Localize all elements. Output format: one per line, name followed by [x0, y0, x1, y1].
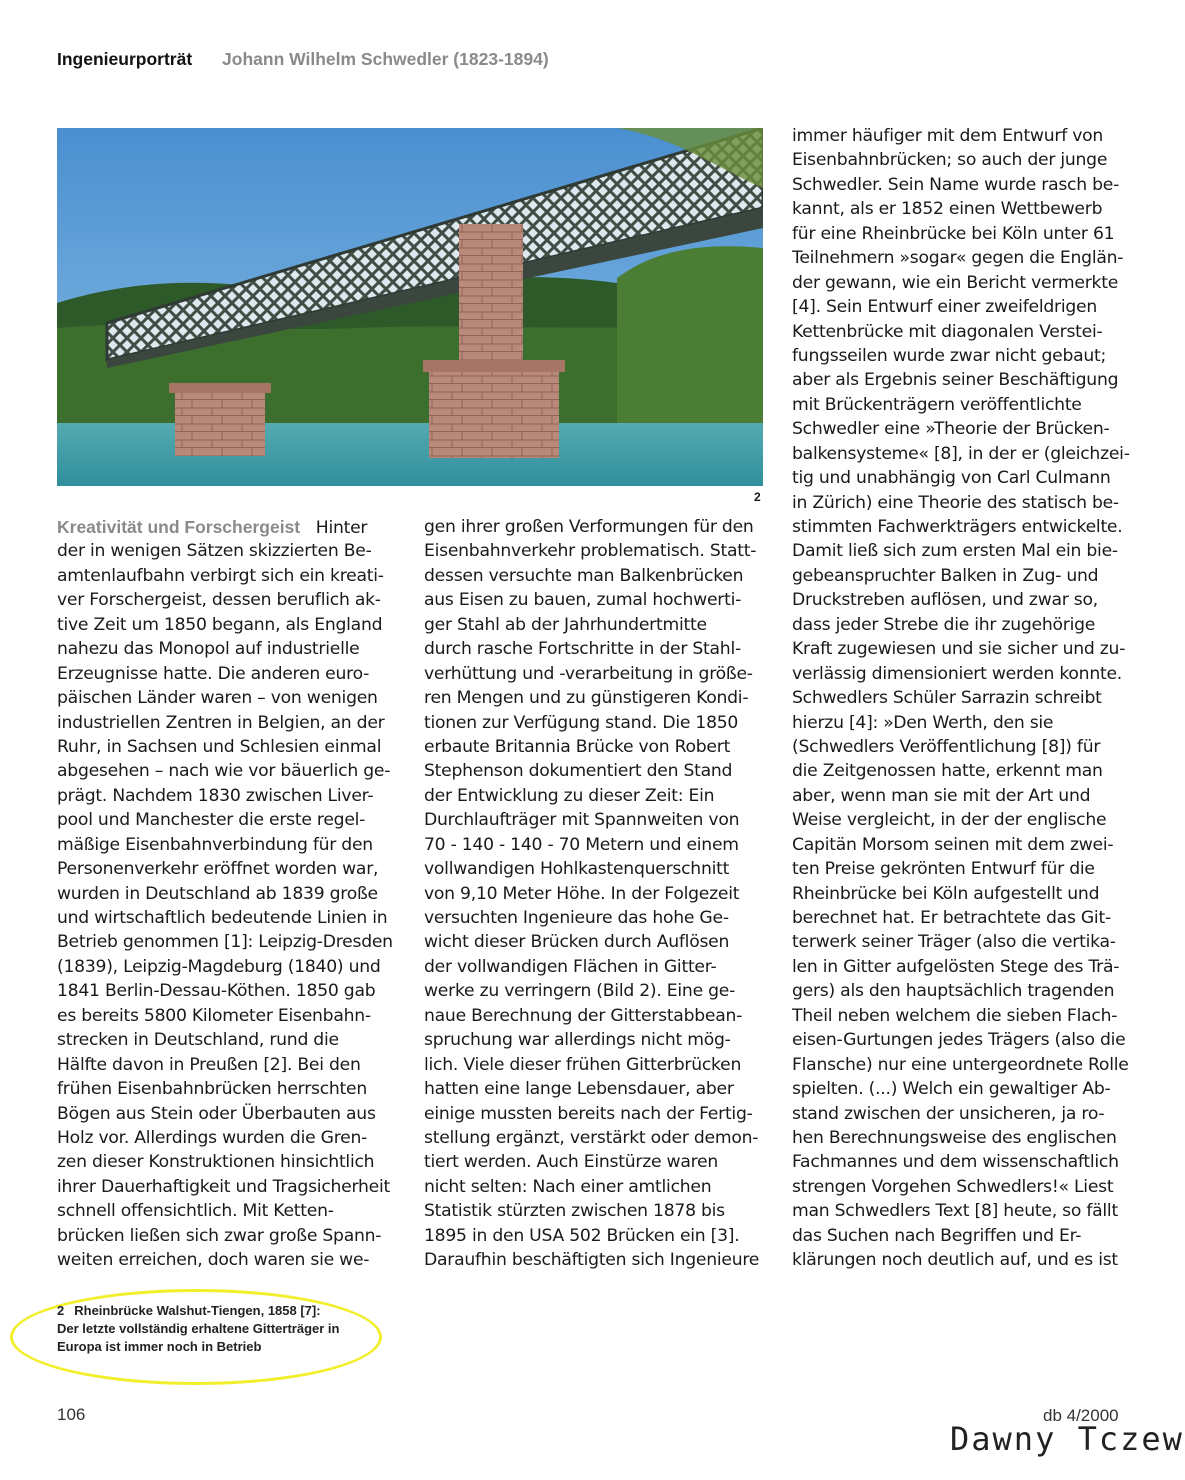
text-line: ren Mengen und zu günstigeren Kondi-	[424, 688, 749, 709]
section-heading: Kreativität und Forschergeist	[57, 517, 301, 537]
text-line: Weise vergleicht, in der der englische	[792, 810, 1107, 831]
text-line: immer häufiger mit dem Entwurf von	[792, 126, 1104, 146]
text-line: schnell offensichtlich. Mit Ketten-	[57, 1201, 334, 1222]
caption-line	[57, 1302, 339, 1320]
text-line: gebeanspruchter Balken in Zug- und	[792, 565, 1099, 586]
text-line: Eisenbahnbrücken; so auch der junge	[792, 150, 1108, 171]
text-line: klärungen noch deutlich auf, und es ist	[792, 1250, 1118, 1271]
text-line: ihrer Dauerhaftigkeit und Tragsicherheit	[57, 1176, 390, 1197]
text-line: durch rasche Fortschritte in der Stahl-	[424, 639, 741, 660]
text-line: amtenlaufbahn verbirgt sich ein kreati-	[57, 565, 384, 586]
text-line: ver Forschergeist, dessen beruflich ak-	[57, 590, 381, 611]
text-line: Kraft zugewiesen und sie sicher und zu-	[792, 639, 1126, 660]
text-line: man Schwedlers Text [8] heute, so fällt	[792, 1201, 1118, 1222]
text-line: brücken ließen sich zwar große Spann-	[57, 1225, 382, 1246]
text-line: Capitän Morsom seinen mit dem zwei-	[792, 834, 1114, 855]
text-line: nicht selten: Nach einer amtlichen	[424, 1176, 712, 1197]
text-line: eisen-Gurtungen jedes Trägers (also die	[792, 1030, 1126, 1051]
running-header	[57, 49, 549, 70]
text-line: wicht dieser Brücken durch Auflösen	[424, 932, 730, 953]
text-line: naue Berechnung der Gitterstabbean-	[424, 1005, 743, 1026]
text-line: weiten erreichen, doch waren sie we-	[57, 1250, 370, 1271]
caption-line: Der letzte vollständig erhaltene Gitterträger in	[57, 1321, 340, 1336]
text-line: gen ihrer großen Verformungen für den	[424, 517, 754, 537]
text-line: werke zu verringern (Bild 2). Eine ge-	[424, 981, 736, 1002]
text-line: lich. Viele dieser frühen Gitterbrücken	[424, 1054, 742, 1075]
text-line: len in Gitter aufgelösten Stege des Trä-	[792, 956, 1120, 977]
text-line: verhüttung und -verarbeitung in größe-	[424, 663, 753, 684]
text-line: verlässig dimensioniert werden konnte.	[792, 663, 1122, 684]
text-line: berechnet hat. Er betrachtete das Git-	[792, 908, 1111, 928]
text-line: Betrieb genommen [1]: Leipzig-Dresden	[57, 932, 393, 953]
text-line: Hälfte davon in Preußen [2]. Bei den	[57, 1054, 361, 1075]
text-line: Schwedler. Sein Name wurde rasch be-	[792, 174, 1120, 195]
text-line: (1839), Leipzig-Magdeburg (1840) und	[57, 956, 381, 977]
text-line: gers) als den hauptsächlich tragenden	[792, 981, 1115, 1002]
text-line: Erzeugnisse hatte. Die anderen euro-	[57, 663, 370, 684]
text-line: [4]. Sein Entwurf einer zweifeldrigen	[792, 297, 1097, 318]
text-line: Daraufhin beschäftigten sich Ingenieure	[424, 1250, 760, 1271]
watermark: Dawny Tczew	[950, 1420, 1184, 1458]
text-line: frühen Eisenbahnbrücken herrschten	[57, 1079, 368, 1100]
column-1-first-line	[57, 515, 393, 539]
page-number: 106	[57, 1405, 86, 1424]
text-line: päischen Länder waren – von wenigen	[57, 688, 378, 709]
text-line: wurden in Deutschland ab 1839 große	[57, 883, 378, 904]
figure-number: 2	[754, 490, 761, 504]
text-line: dessen versuchte man Balkenbrücken	[424, 565, 744, 586]
text-line: kannt, als er 1852 einen Wettbewerb	[792, 199, 1103, 220]
figure-caption	[57, 1302, 339, 1356]
text-line: tive Zeit um 1850 begann, als England	[57, 614, 383, 635]
text-line: 1895 in den USA 502 Brücken ein [3].	[424, 1225, 740, 1246]
text-line: Stephenson dokumentiert den Stand	[424, 761, 733, 782]
text-line: aber, wenn man sie mit der Art und	[792, 785, 1091, 806]
caption-text: Rheinbrücke Walshut-Tiengen, 1858 [7]:	[74, 1303, 321, 1318]
text-line: und wirtschaftlich bedeutende Linien in	[57, 908, 388, 928]
text-line: der in wenigen Sätzen skizzierten Be-	[57, 541, 372, 562]
text-line: vollwandigen Hohlkastenquerschnitt	[424, 859, 730, 880]
text-line: ger Stahl ab der Jahrhundertmitte	[424, 614, 707, 635]
text-line: (Schwedlers Veröffentlichung [8]) für	[792, 736, 1101, 757]
column-3	[792, 124, 1130, 1273]
text-line: nahezu das Monopol auf industrielle	[57, 639, 360, 660]
text-line: industriellen Zentren in Belgien, an der	[57, 712, 385, 733]
text-line: Teilnehmern »sogar« gegen die Englän-	[792, 248, 1124, 269]
text-line: für eine Rheinbrücke bei Köln unter 61	[792, 223, 1115, 244]
section-label: Ingenieurporträt	[57, 49, 193, 69]
text-line: mäßige Eisenbahnverbindung für den	[57, 834, 373, 855]
text-line: hierzu [4]: »Den Werth, den sie	[792, 712, 1054, 733]
text-line: balkensysteme« [8], in der er (gleichzei-	[792, 443, 1130, 464]
text-line: tionen zur Verfügung stand. Die 1850	[424, 712, 739, 733]
text-line: in Zürich) eine Theorie des statisch be-	[792, 492, 1119, 513]
text-line: tig und unabhängig von Carl Culmann	[792, 468, 1111, 489]
text-line: 1841 Berlin-Dessau-Köthen. 1850 gab	[57, 981, 376, 1002]
text-line: Fachmannes und dem wissenschaftlich	[792, 1152, 1119, 1173]
text-line: ten Preise gekrönten Entwurf für die	[792, 859, 1095, 880]
text-line: Eisenbahnverkehr problematisch. Statt-	[424, 541, 757, 562]
text-line: aber als Ergebnis seiner Beschäftigung	[792, 370, 1119, 391]
text-line: Durchlaufträger mit Spannweiten von	[424, 810, 740, 831]
column-1	[57, 515, 393, 1273]
text-line: prägt. Nachdem 1830 zwischen Liver-	[57, 785, 374, 806]
text-line: spielten. (...) Welch ein gewaltiger Ab-	[792, 1079, 1111, 1100]
text-line: das Suchen nach Begriffen und Er-	[792, 1225, 1082, 1246]
text-line: hen Berechnungsweise des englischen	[792, 1127, 1117, 1148]
text-line: erbaute Britannia Brücke von Robert	[424, 736, 731, 757]
text-line: dass jeder Strebe die ihr zugehörige	[792, 614, 1096, 635]
text-line: Bögen aus Stein oder Überbauten aus	[57, 1103, 376, 1124]
text-line: Schwedler eine »Theorie der Brücken-	[792, 419, 1110, 440]
text-line: pool und Manchester die erste regel-	[57, 810, 366, 831]
caption-number: 2	[57, 1303, 65, 1318]
text-line: hatten eine lange Lebensdauer, aber	[424, 1079, 734, 1100]
text-line: der gewann, wie ein Bericht vermerkte	[792, 272, 1119, 293]
text-line: Druckstreben auflösen, und zwar so,	[792, 590, 1098, 611]
text-line: versuchten Ingenieure das hohe Ge-	[424, 908, 729, 928]
text-line: einige mussten bereits nach der Fertig-	[424, 1103, 753, 1124]
text-line: Personenverkehr eröffnet worden war,	[57, 859, 379, 880]
text-line: die Zeitgenossen hatte, erkennt man	[792, 761, 1103, 782]
text-line: Rheinbrücke bei Köln aufgestellt und	[792, 883, 1100, 904]
text-line: aus Eisen zu bauen, zumal hochwerti-	[424, 590, 742, 611]
text-line: stimmten Fachwerkträgers entwickelte.	[792, 517, 1123, 537]
text-line: stellung ergänzt, verstärkt oder demon-	[424, 1127, 759, 1148]
text-line: fungsseilen wurde zwar nicht gebaut;	[792, 345, 1107, 366]
portrait-subject: Johann Wilhelm Schwedler (1823-1894)	[222, 49, 549, 69]
text-line: Damit ließ sich zum ersten Mal ein bie-	[792, 541, 1118, 562]
text-line: tiert werden. Auch Einstürze waren	[424, 1152, 719, 1173]
text-line: zen dieser Konstruktionen hinsichtlich	[57, 1152, 375, 1173]
text-line: Holz vor. Allerdings wurden die Gren-	[57, 1127, 368, 1148]
column-2	[424, 515, 759, 1273]
text-line: stand zwischen der unsicheren, ja ro-	[792, 1103, 1105, 1124]
text-line: 70 - 140 - 140 - 70 Metern und einem	[424, 834, 739, 855]
text-line: Schwedlers Schüler Sarrazin schreibt	[792, 688, 1102, 709]
text-line: Kettenbrücke mit diagonalen Verstei-	[792, 321, 1103, 342]
text-line: Theil neben welchem die sieben Flach-	[792, 1005, 1118, 1026]
text-line: Hinter	[315, 518, 368, 538]
text-line: Statistik stürzten zwischen 1878 bis	[424, 1201, 725, 1222]
text-line: der Entwicklung zu dieser Zeit: Ein	[424, 785, 715, 806]
text-line: spruchung war allerdings nicht mög-	[424, 1030, 731, 1051]
text-line: strecken in Deutschland, rund die	[57, 1030, 339, 1051]
text-line: von 9,10 Meter Höhe. In der Folgezeit	[424, 883, 740, 904]
caption-line: Europa ist immer noch in Betrieb	[57, 1339, 262, 1354]
text-line: es bereits 5800 Kilometer Eisenbahn-	[57, 1005, 371, 1026]
bridge-photo	[57, 128, 763, 486]
text-line: der vollwandigen Flächen in Gitter-	[424, 956, 717, 977]
text-line: Flansche) nur eine untergeordnete Rolle	[792, 1054, 1129, 1075]
text-line: Ruhr, in Sachsen und Schlesien einmal	[57, 736, 382, 757]
text-line: strengen Vorgehen Schwedlers!« Liest	[792, 1176, 1114, 1197]
text-line: abgesehen – nach wie vor bäuerlich ge-	[57, 761, 391, 782]
text-line: terwerk seiner Träger (also die vertika-	[792, 932, 1116, 953]
issue-label: db 4/2000	[1043, 1406, 1119, 1425]
text-line: mit Brückenträgern veröffentlichte	[792, 394, 1082, 415]
